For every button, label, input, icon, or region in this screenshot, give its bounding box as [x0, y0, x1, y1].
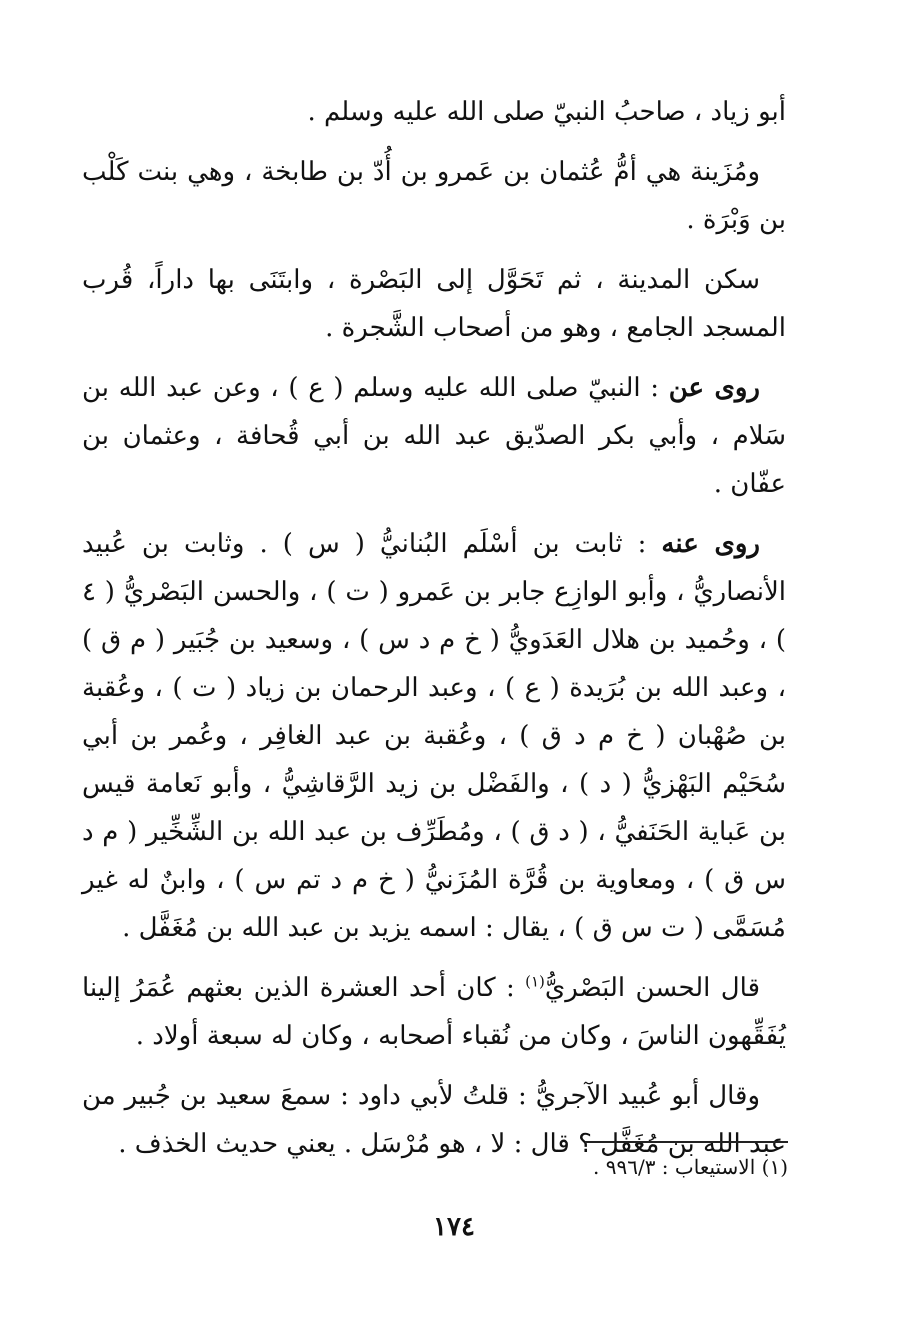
footnote-reference: (١) [525, 972, 545, 991]
paragraph-text-start: قال الحسن البَصْريُّ [544, 973, 760, 1003]
paragraph-name-line [82, 88, 786, 136]
section-lead: روى عنه [661, 529, 760, 559]
paragraph-text: سكن المدينة ، ثم تَحَوَّل إلى البَصْرة ، وابتَنَى بها داراً، قُرب المسجد الجامع ، وهو من أصحاب الشَّجرة . [82, 265, 786, 343]
footnote-divider [585, 1141, 788, 1143]
page-number: ١٧٤ [433, 1212, 475, 1242]
paragraph-text: : النبيّ صلى الله عليه وسلم ( ع ) ، وعن عبد الله بن سَلام ، وأبي بكر الصدّيق عبد الله بن أبي قُحافة ، وعثمان بن عفّان . [82, 373, 786, 499]
paragraph-text: وقال أبو عُبيد الآجريُّ : قلتُ لأبي داود : سمعَ سعيد بن جُبير من عبد الله بن مُغَفَّل ؟ قال : لا ، هو مُرْسَل . يعني حديث الخذف . [82, 1081, 786, 1159]
section-lead: روى عن [668, 373, 760, 403]
paragraph-text: ومُزَينة هي أمُّ عُثمان بن عَمرو بن أُدّ بن طابخة ، وهي بنت كَلْب بن وَبْرَة . [82, 157, 786, 235]
paragraph-text: : كان أحد العشرة الذين بعثهم عُمَرُ إلينا يُفَقِّهون الناسَ ، وكان من نُقباء أصحابه ، وكان له سبعة أولاد . [82, 973, 786, 1051]
paragraph-hasan-quote [82, 964, 786, 1060]
main-text [82, 88, 786, 1180]
footnote: (١) الاستيعاب : ٩٩٦/٣ . [593, 1155, 788, 1179]
paragraph-muzayna [82, 148, 786, 244]
paragraph-narrated-by [82, 520, 786, 952]
paragraph-residence [82, 256, 786, 352]
paragraph-narrated-from [82, 364, 786, 508]
paragraph-text: أبو زياد ، صاحبُ النبيّ صلى الله عليه وسلم . [307, 97, 786, 127]
paragraph-text: : ثابت بن أسْلَم البُنانيُّ ( س ) . وثابت بن عُبيد الأنصاريُّ ، وأبو الوازِع جابر بن عَمرو ( ت ) ، والحسن البَصْريُّ ( ٤ ) ، وحُميد بن هلال العَدَويُّ ( خ م د س ) ، وسعيد بن جُبَير ( م ق ) ، وعبد الله بن بُرَيدة ( ع ) ، وعبد الرحمان بن زياد ( ت ) ، وعُقبة بن صُهْبان ( خ م د ق ) ، وعُقبة بن عبد الغافِر ، وعُمر بن أبي سُحَيْم البَهْزيُّ ( د ) ، والفَضْل بن زيد الرَّقاشِيُّ ، وأبو نَعامة قيس بن عَباية الحَنَفيُّ ، ( د ق ) ، ومُطَرِّف بن عبد الله بن الشِّخِّير ( م د س ق ) ، ومعاوية بن قُرَّة المُزَنيُّ ( خ م د تم س ) ، وابنٌ له غير مُسَمَّى ( ت س ق ) ، يقال : اسمه يزيد بن عبد الله بن مُغَفَّل . [82, 529, 787, 943]
